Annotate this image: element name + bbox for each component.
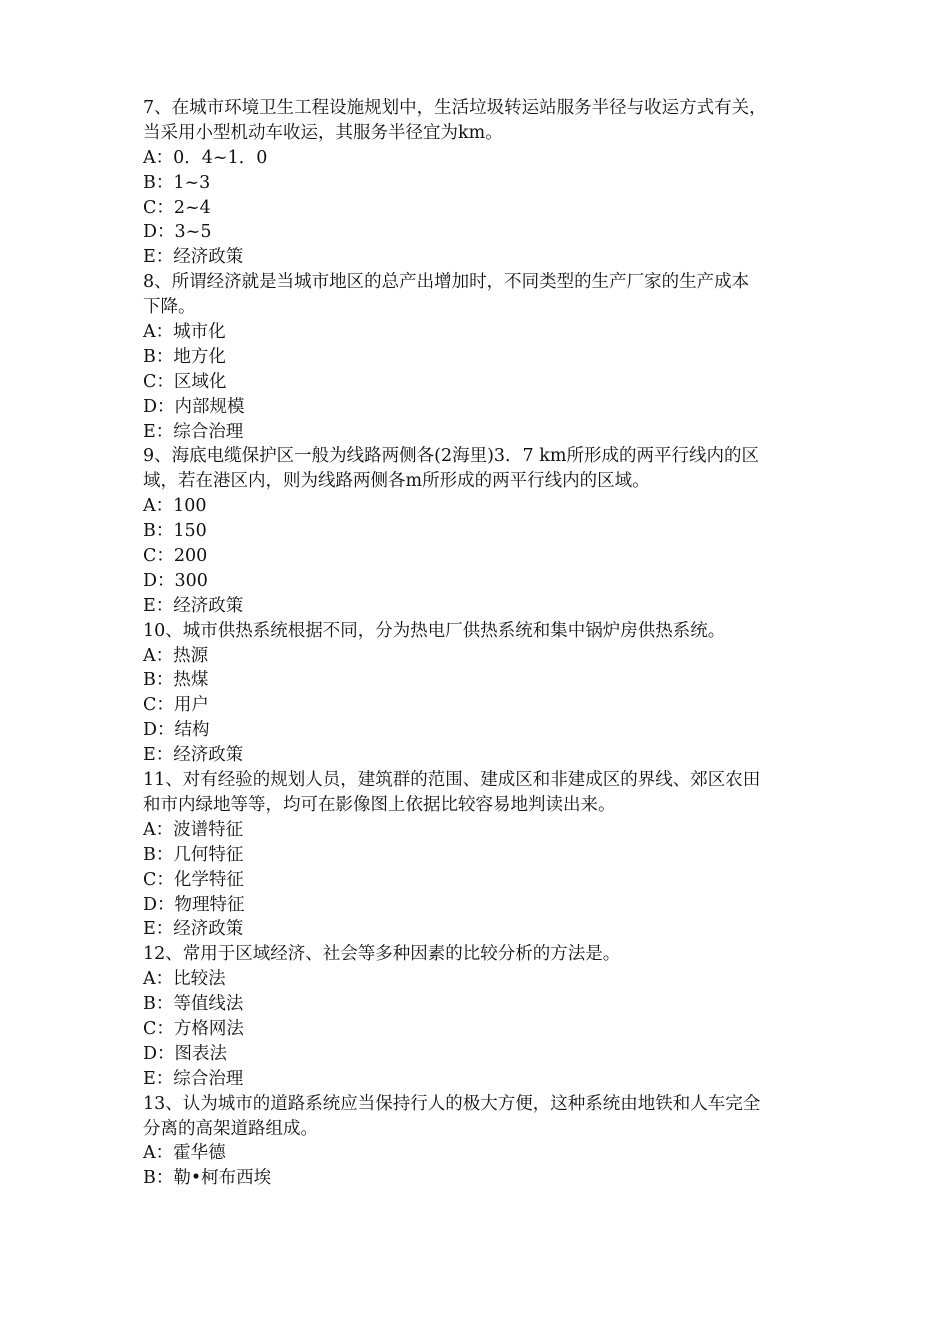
option-b: B：勒•柯布西埃: [143, 1168, 272, 1189]
option-c: C：化学特征: [143, 869, 244, 890]
option-b: B：等值线法: [143, 994, 244, 1015]
question-12: [143, 942, 818, 1091]
option-a: A：热源: [143, 645, 209, 666]
question-text-line: 当采用小型机动车收运，其服务半径宜为km。: [143, 122, 503, 143]
question-text-line: 12、常用于区域经济、社会等多种因素的比较分析的方法是。: [143, 944, 621, 965]
option-b: B：地方化: [143, 346, 226, 367]
question-text-line: 和市内绿地等等，均可在影像图上依据比较容易地判读出来。: [143, 794, 616, 815]
question-8: [143, 270, 818, 444]
question-10: [143, 619, 818, 768]
option-d: D：结构: [143, 720, 210, 741]
question-13: [143, 1092, 818, 1192]
document-page: [143, 96, 818, 1191]
question-9: [143, 444, 818, 618]
option-d: D：图表法: [143, 1043, 228, 1064]
question-11: [143, 768, 818, 942]
question-text-line: 11、对有经验的规划人员，建筑群的范围、建成区和非建成区的界线、郊区农田: [143, 770, 761, 791]
option-d: D：3~5: [143, 222, 212, 243]
question-text-line: 8、所谓经济就是当城市地区的总产出增加时，不同类型的生产厂家的生产成本: [143, 272, 750, 293]
option-c: C：200: [143, 546, 208, 567]
question-text-line: 分离的高架道路组成。: [143, 1118, 318, 1139]
option-e: E：综合治理: [143, 1068, 244, 1089]
option-e: E：经济政策: [143, 595, 244, 616]
option-a: A：比较法: [143, 969, 226, 990]
question-text-line: 10、城市供热系统根据不同，分为热电厂供热系统和集中锅炉房供热系统。: [143, 620, 726, 641]
question-text-line: 13、认为城市的道路系统应当保持行人的极大方便，这种系统由地铁和人车完全: [143, 1093, 761, 1114]
option-d: D：内部规模: [143, 396, 245, 417]
option-b: B：1~3: [143, 172, 211, 193]
option-a: A：100: [143, 496, 207, 517]
option-b: B：几何特征: [143, 844, 244, 865]
option-c: C：方格网法: [143, 1018, 244, 1039]
option-e: E：经济政策: [143, 247, 244, 268]
question-7: [143, 96, 818, 270]
question-text-line: 下降。: [143, 297, 196, 318]
option-c: C：用户: [143, 695, 209, 716]
option-e: E：综合治理: [143, 421, 244, 442]
option-a: A：城市化: [143, 322, 226, 343]
option-b: B：150: [143, 521, 207, 542]
option-b: B：热煤: [143, 670, 209, 691]
option-c: C：区域化: [143, 371, 227, 392]
option-d: D：300: [143, 570, 208, 591]
question-text-line: 9、海底电缆保护区一般为线路两侧各(2海里)3．7 km所形成的两平行线内的区: [143, 446, 759, 467]
option-e: E：经济政策: [143, 919, 244, 940]
question-text-line: 域，若在港区内，则为线路两侧各m所形成的两平行线内的区域。: [143, 471, 650, 492]
option-c: C：2~4: [143, 197, 211, 218]
option-a: A：0．4~1．0: [143, 147, 268, 168]
option-d: D：物理特征: [143, 894, 245, 915]
option-a: A：波谱特征: [143, 819, 244, 840]
option-a: A：霍华德: [143, 1143, 226, 1164]
option-e: E：经济政策: [143, 745, 244, 766]
question-text-line: 7、在城市环境卫生工程设施规划中，生活垃圾转运站服务半径与收运方式有关，: [143, 98, 767, 118]
